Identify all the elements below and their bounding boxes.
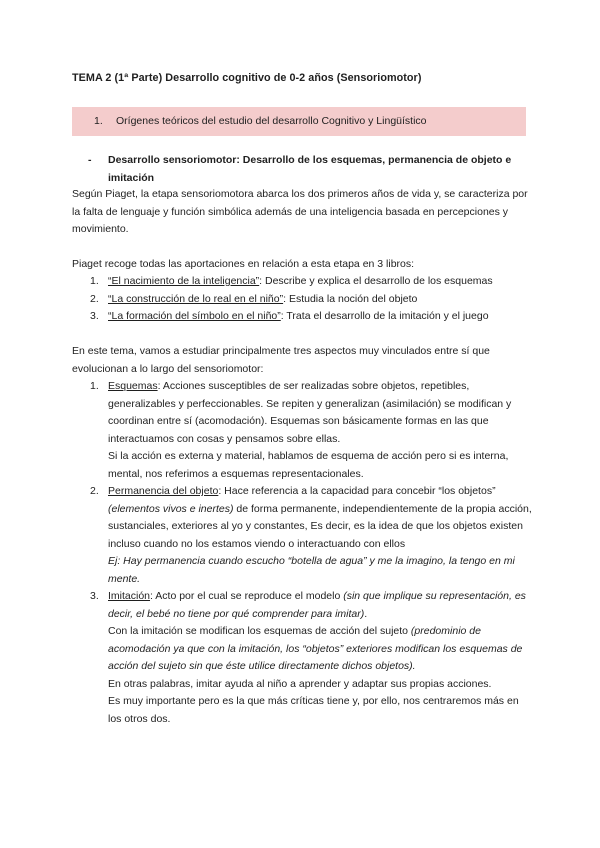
book-title: “La construcción de lo real en el niño”	[108, 292, 284, 305]
book-title: “La formación del símbolo en el niño”	[108, 310, 281, 322]
aspects-list	[88, 378, 533, 728]
section-number: 1.	[94, 115, 103, 127]
list-number: 1.	[90, 275, 99, 287]
aspect-text: : Acciones susceptibles de ser realizadas sobre objetos, repetibles, generalizables y perfeccionables. Se repiten y generalizan (asimilación) se modifican y coordinan entre sí (acomodación). Esquemas son básicamente formas en las que interactuamos con cosas y pensamos sobre ellas.	[108, 380, 512, 445]
aspect-extra: Si la acción es externa y material, hablamos de esquema de acción pero si es interna, mental, nos referimos a esquemas representacionales.	[108, 450, 509, 480]
section-title: Orígenes teóricos del estudio del desarrollo Cognitivo y Lingüístico	[116, 115, 427, 127]
books-list	[88, 273, 533, 326]
intro-paragraph: Según Piaget, la etapa sensoriomotora abarca los dos primeros años de vida y, se caracteriza por la falta de lenguaje y función simbólica además de una inteligencia basada en percepciones y movimiento.	[72, 188, 528, 235]
list-number: 1.	[90, 380, 99, 392]
aspect-term: Permanencia del objeto	[108, 485, 219, 497]
list-item	[88, 308, 533, 326]
list-item	[88, 291, 533, 309]
book-description: : Estudia la noción del objeto	[283, 292, 418, 305]
list-number: 2.	[90, 485, 99, 497]
subheading-text: Desarrollo sensoriomotor: Desarrollo de los esquemas, permanencia de objeto e imitación	[108, 154, 512, 184]
aspect-text: Es muy importante pero es la que más críticas tiene y, por ello, nos centraremos más en los otros dos.	[108, 695, 519, 725]
page-title: TEMA 2 (1ª Parte) Desarrollo cognitivo de 0-2 años (Sensoriomotor)	[72, 72, 422, 84]
aspects-intro: En este tema, vamos a estudiar principalmente tres aspectos muy vinculados entre sí que evolucionan a lo largo del sensoriomotor:	[72, 345, 490, 375]
book-description: : Trata el desarrollo de la imitación y el juego	[280, 310, 489, 322]
aspect-term: Imitación	[108, 590, 151, 602]
list-number: 3.	[90, 590, 99, 602]
list-item-imitacion	[88, 588, 533, 728]
aspect-italic: (predominio de acomodación ya que con la imitación, los “objetos” exteriores modifican los esquemas de acción del sujeto sin que éste utilice directamente dichos objetos).	[108, 625, 523, 672]
subheading-bullet: -	[88, 154, 92, 166]
list-number: 3.	[90, 310, 99, 322]
aspect-text: En otras palabras, imitar ayuda al niño a aprender y adaptar sus propias acciones.	[108, 677, 492, 690]
list-number: 2.	[90, 292, 99, 305]
list-item	[88, 273, 533, 291]
aspect-text: .	[364, 607, 368, 620]
book-title: “El nacimiento de la inteligencia”	[108, 275, 260, 287]
book-description: : Describe y explica el desarrollo de los esquemas	[259, 275, 493, 287]
aspect-text: Con la imitación se modifican los esquemas de acción del sujeto	[108, 625, 411, 637]
section-heading	[72, 107, 526, 136]
books-intro: Piaget recoge todas las aportaciones en relación a esta etapa en 3 libros:	[72, 258, 415, 270]
aspect-term: Esquemas	[108, 380, 158, 392]
aspect-example: Ej: Hay permanencia cuando escucho “botella de agua” y me la imagino, la tengo en mi mente.	[108, 555, 515, 585]
aspect-italic: (elementos vivos e inertes)	[108, 502, 234, 515]
list-item-esquemas	[88, 378, 533, 483]
aspect-text: : Hace referencia a la capacidad para concebir “los objetos”	[218, 485, 496, 497]
aspect-text: : Acto por el cual se reproduce el modelo	[150, 590, 344, 602]
aspect-text: de forma permanente, independientemente de la propia acción, sustanciales, exteriores al yo y constantes, Es decir, es la idea de que los objetos existen incluso cuando no los estamos viendo o interactuando con ellos	[108, 502, 532, 550]
list-item-permanencia	[88, 483, 533, 588]
aspect-italic: (sin que implique su representación, es decir, el bebé no tiene por qué comprender para imitar)	[108, 590, 526, 620]
subheading	[88, 152, 533, 187]
